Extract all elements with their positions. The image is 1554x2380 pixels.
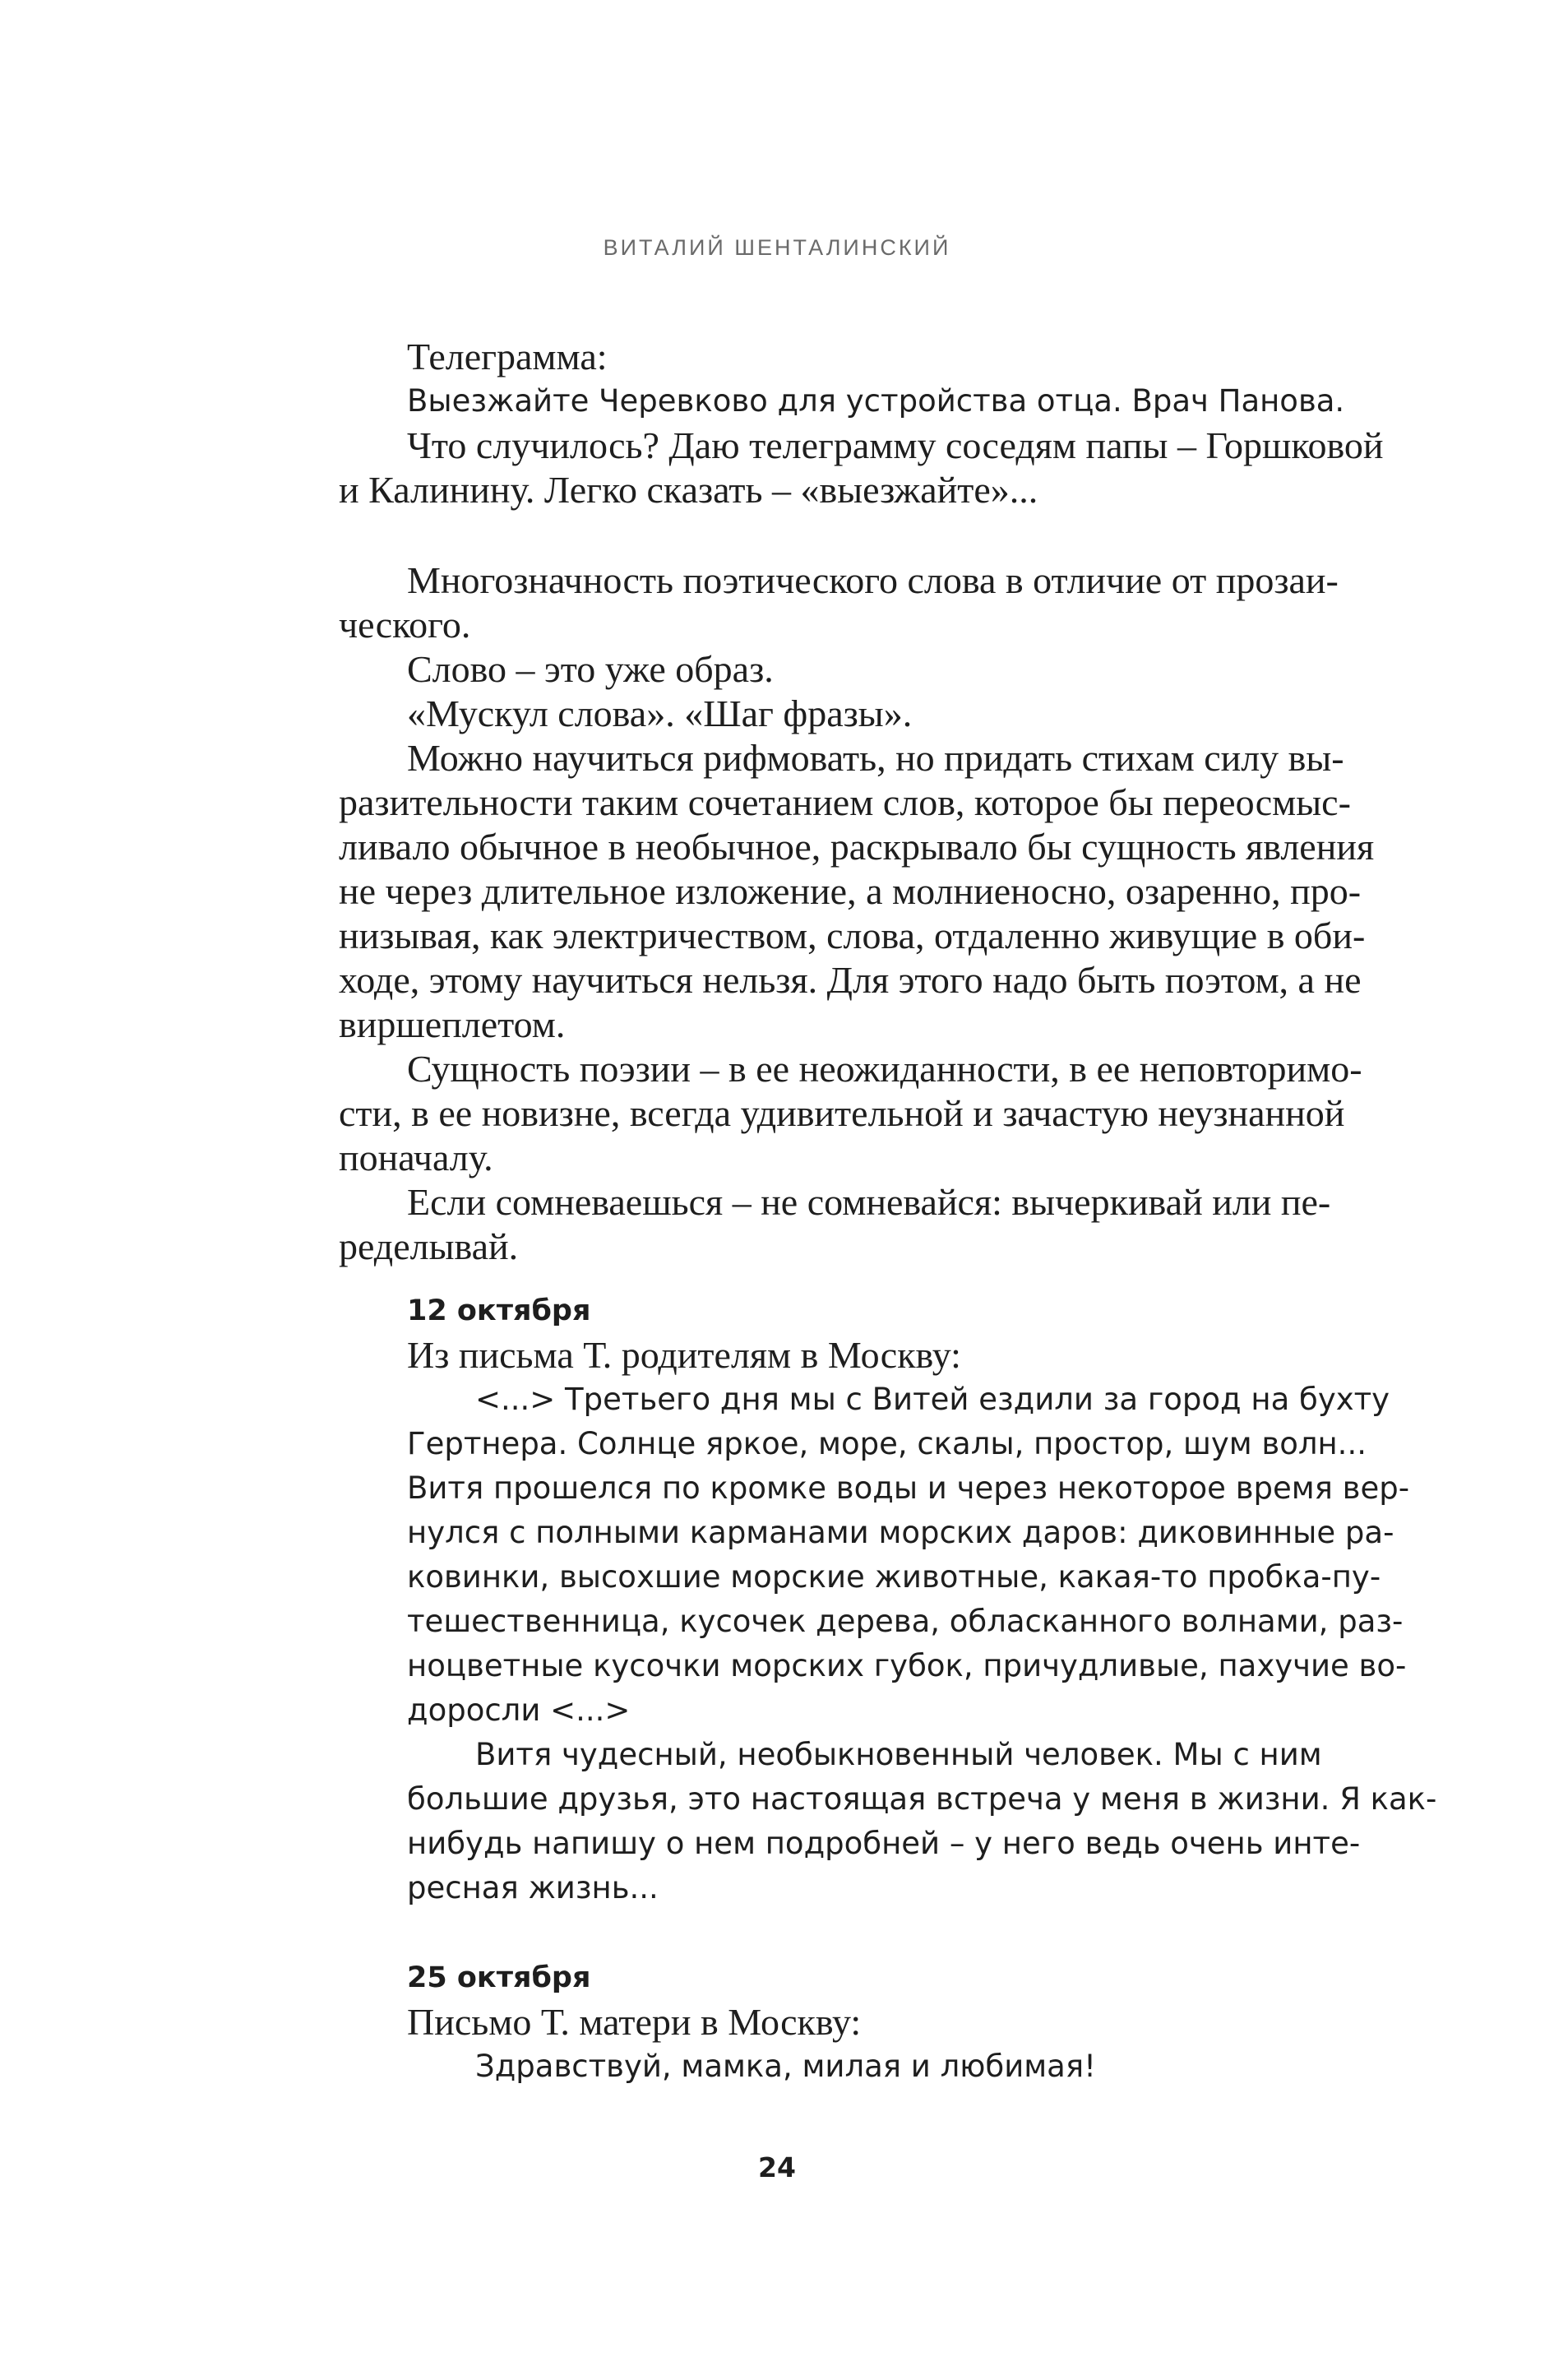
paragraph-line: ределывай. [339,1225,519,1267]
letter-line: Витя чудесный, необыкновенный человек. Мы с ним [475,1737,1322,1772]
paragraph-line: Сущность поэзии – в ее неожиданности, в ее неповторимо- [407,1048,1362,1090]
entry-date: 12 октября [407,1294,591,1327]
letter-line: ноцветные кусочки морских губок, причудливые, пахучие во- [407,1648,1407,1683]
letter-quote [339,2044,1358,2089]
letter-line: нулся с полными карманами морских даров: диковинные ра- [407,1515,1394,1550]
paragraph-line: Если сомневаешься – не сомневайся: вычеркивай или пе- [407,1181,1331,1223]
letter-quote [339,1378,1437,1910]
letter-line: <...> Третьего дня мы с Витей ездили за город на бухту [475,1382,1390,1417]
entry-intro: Из письма Т. родителям в Москву: [407,1334,961,1376]
paragraph-line: Что случилось? Даю телеграмму соседям папы – Горшковой [407,424,1384,466]
paragraph-line: Слово – это уже образ. [407,648,774,690]
paragraph-line: не через длительное изложение, а молниеносно, озаренно, про- [339,870,1362,912]
paragraph-line: ливало обычное в необычное, раскрывало бы сущность явления [339,826,1375,868]
telegram-text: Выезжайте Черевково для устройства отца. Врач Панова. [407,383,1345,419]
letter-line: Здравствуй, мамка, милая и любимая! [475,2049,1096,2084]
letter-line: доросли <...> [407,1692,631,1728]
paragraph-line: Телеграмма: [407,336,608,377]
letter-line: ресная жизнь... [407,1870,659,1905]
paragraph-line: и Калинину. Легко сказать – «выезжайте»... [339,469,1038,511]
letter-line: большие друзья, это настоящая встреча у меня в жизни. Я как- [407,1781,1437,1817]
letter-line: Гертнера. Солнце яркое, море, скалы, простор, шум волн... [407,1426,1367,1461]
entry-25-october [339,1956,1358,2089]
paragraph-line: Многозначность поэтического слова в отличие от прозаи- [407,559,1339,601]
page-number: 24 [758,2151,796,2183]
entry-12-october [339,1289,1437,1910]
running-head: ВИТАЛИЙ ШЕНТАЛИНСКИЙ [603,235,951,260]
entry-date: 25 октября [407,1961,591,1994]
telegram-block [339,335,1384,512]
paragraph-line: «Мускул слова». «Шаг фразы». [407,692,913,734]
paragraph-line: виршеплетом. [339,1003,566,1045]
letter-line: Витя прошелся по кромке воды и через некоторое время вер- [407,1470,1410,1506]
paragraph-line: ходе, этому научиться нельзя. Для этого надо быть поэтом, а не [339,959,1362,1001]
paragraph-line: ческого. [339,604,471,646]
paragraph-line: Можно научиться рифмовать, но придать стихам силу вы- [407,737,1344,779]
poetry-notes-block [339,558,1375,1269]
paragraph-line: низывая, как электричеством, слова, отдаленно живущие в оби- [339,914,1366,956]
paragraph-line: сти, в ее новизне, всегда удивительной и зачастую неузнанной [339,1092,1345,1134]
entry-intro: Письмо Т. матери в Москву: [407,2001,862,2043]
letter-line: нибудь напишу о нем подробней – у него ведь очень инте- [407,1826,1361,1861]
letter-line: ковинки, высохшие морские животные, какая-то пробка-пу- [407,1559,1381,1595]
paragraph-line: разительности таким сочетанием слов, которое бы переосмыс- [339,781,1351,823]
paragraph-line: поначалу. [339,1137,493,1178]
letter-line: тешественница, кусочек дерева, обласканного волнами, раз- [407,1604,1404,1639]
